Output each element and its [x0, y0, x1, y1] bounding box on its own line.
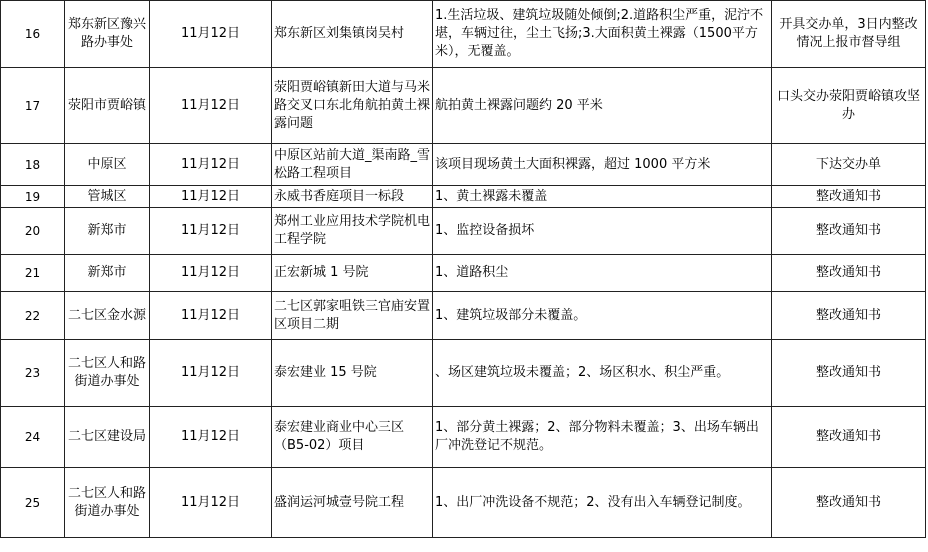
- issue-cell: 1、道路积尘: [433, 255, 772, 292]
- date-cell: 11月12日: [150, 1, 272, 68]
- district-cell: 新郑市: [65, 255, 150, 292]
- issue-cell: 航拍黄土裸露问题约 20 平米: [433, 68, 772, 144]
- action-cell: 整改通知书: [772, 340, 926, 407]
- table-body: [1, 1, 926, 538]
- issue-cell: 1、监控设备损坏: [433, 208, 772, 255]
- table-row: [1, 1, 926, 68]
- date-cell: 11月12日: [150, 68, 272, 144]
- row-number-cell: 20: [1, 208, 65, 255]
- district-cell: 荥阳市贾峪镇: [65, 68, 150, 144]
- date-cell: 11月12日: [150, 186, 272, 208]
- district-cell: 二七区人和路街道办事处: [65, 340, 150, 407]
- action-cell: 整改通知书: [772, 186, 926, 208]
- date-cell: 11月12日: [150, 468, 272, 538]
- date-cell: 11月12日: [150, 292, 272, 340]
- table-row: [1, 407, 926, 468]
- table-row: [1, 68, 926, 144]
- action-cell: 整改通知书: [772, 208, 926, 255]
- action-cell: 整改通知书: [772, 468, 926, 538]
- table-row: [1, 340, 926, 407]
- table-row: [1, 208, 926, 255]
- location-cell: 二七区郭家咀铁三官庙安置区项目二期: [272, 292, 433, 340]
- row-number-cell: 23: [1, 340, 65, 407]
- date-cell: 11月12日: [150, 407, 272, 468]
- action-cell: 整改通知书: [772, 292, 926, 340]
- location-cell: 泰宏建业商业中心三区（B5-02）项目: [272, 407, 433, 468]
- table-row: [1, 186, 926, 208]
- row-number-cell: 22: [1, 292, 65, 340]
- location-cell: 泰宏建业 15 号院: [272, 340, 433, 407]
- issue-cell: 1、出厂冲洗设备不规范；2、没有出入车辆登记制度。: [433, 468, 772, 538]
- district-cell: 管城区: [65, 186, 150, 208]
- location-cell: 郑东新区刘集镇岗吴村: [272, 1, 433, 68]
- action-cell: 口头交办荥阳贾峪镇攻坚办: [772, 68, 926, 144]
- issue-cell: 1、部分黄土裸露；2、部分物料未覆盖；3、出场车辆出厂冲洗登记不规范。: [433, 407, 772, 468]
- date-cell: 11月12日: [150, 255, 272, 292]
- date-cell: 11月12日: [150, 208, 272, 255]
- issue-cell: 1、建筑垃圾部分未覆盖。: [433, 292, 772, 340]
- district-cell: 郑东新区豫兴路办事处: [65, 1, 150, 68]
- location-cell: 中原区站前大道_渠南路_雪松路工程项目: [272, 144, 433, 186]
- date-cell: 11月12日: [150, 144, 272, 186]
- row-number-cell: 25: [1, 468, 65, 538]
- action-cell: 下达交办单: [772, 144, 926, 186]
- row-number-cell: 21: [1, 255, 65, 292]
- table-row: [1, 292, 926, 340]
- date-cell: 11月12日: [150, 340, 272, 407]
- location-cell: 盛润运河城壹号院工程: [272, 468, 433, 538]
- district-cell: 二七区金水源: [65, 292, 150, 340]
- location-cell: 正宏新城 1 号院: [272, 255, 433, 292]
- row-number-cell: 17: [1, 68, 65, 144]
- action-cell: 开具交办单，3日内整改情况上报市督导组: [772, 1, 926, 68]
- location-cell: 荥阳贾峪镇新田大道与马米路交叉口东北角航拍黄土裸露问题: [272, 68, 433, 144]
- action-cell: 整改通知书: [772, 407, 926, 468]
- table-row: [1, 255, 926, 292]
- issue-cell: 1、黄土裸露未覆盖: [433, 186, 772, 208]
- action-cell: 整改通知书: [772, 255, 926, 292]
- table-row: [1, 144, 926, 186]
- location-cell: 永威书香庭项目一标段: [272, 186, 433, 208]
- issue-cell: 、场区建筑垃圾未覆盖；2、场区积水、积尘严重。: [433, 340, 772, 407]
- district-cell: 二七区建设局: [65, 407, 150, 468]
- issue-cell: 该项目现场黄土大面积裸露，超过 1000 平方米: [433, 144, 772, 186]
- district-cell: 二七区人和路街道办事处: [65, 468, 150, 538]
- district-cell: 中原区: [65, 144, 150, 186]
- row-number-cell: 19: [1, 186, 65, 208]
- row-number-cell: 18: [1, 144, 65, 186]
- district-cell: 新郑市: [65, 208, 150, 255]
- table-row: [1, 468, 926, 538]
- row-number-cell: 24: [1, 407, 65, 468]
- issue-cell: 1.生活垃圾、建筑垃圾随处倾倒;2.道路积尘严重，泥泞不堪，车辆过往，尘土飞扬;3.大面积黄土裸露（1500平方米），无覆盖。: [433, 1, 772, 68]
- row-number-cell: 16: [1, 1, 65, 68]
- location-cell: 郑州工业应用技术学院机电工程学院: [272, 208, 433, 255]
